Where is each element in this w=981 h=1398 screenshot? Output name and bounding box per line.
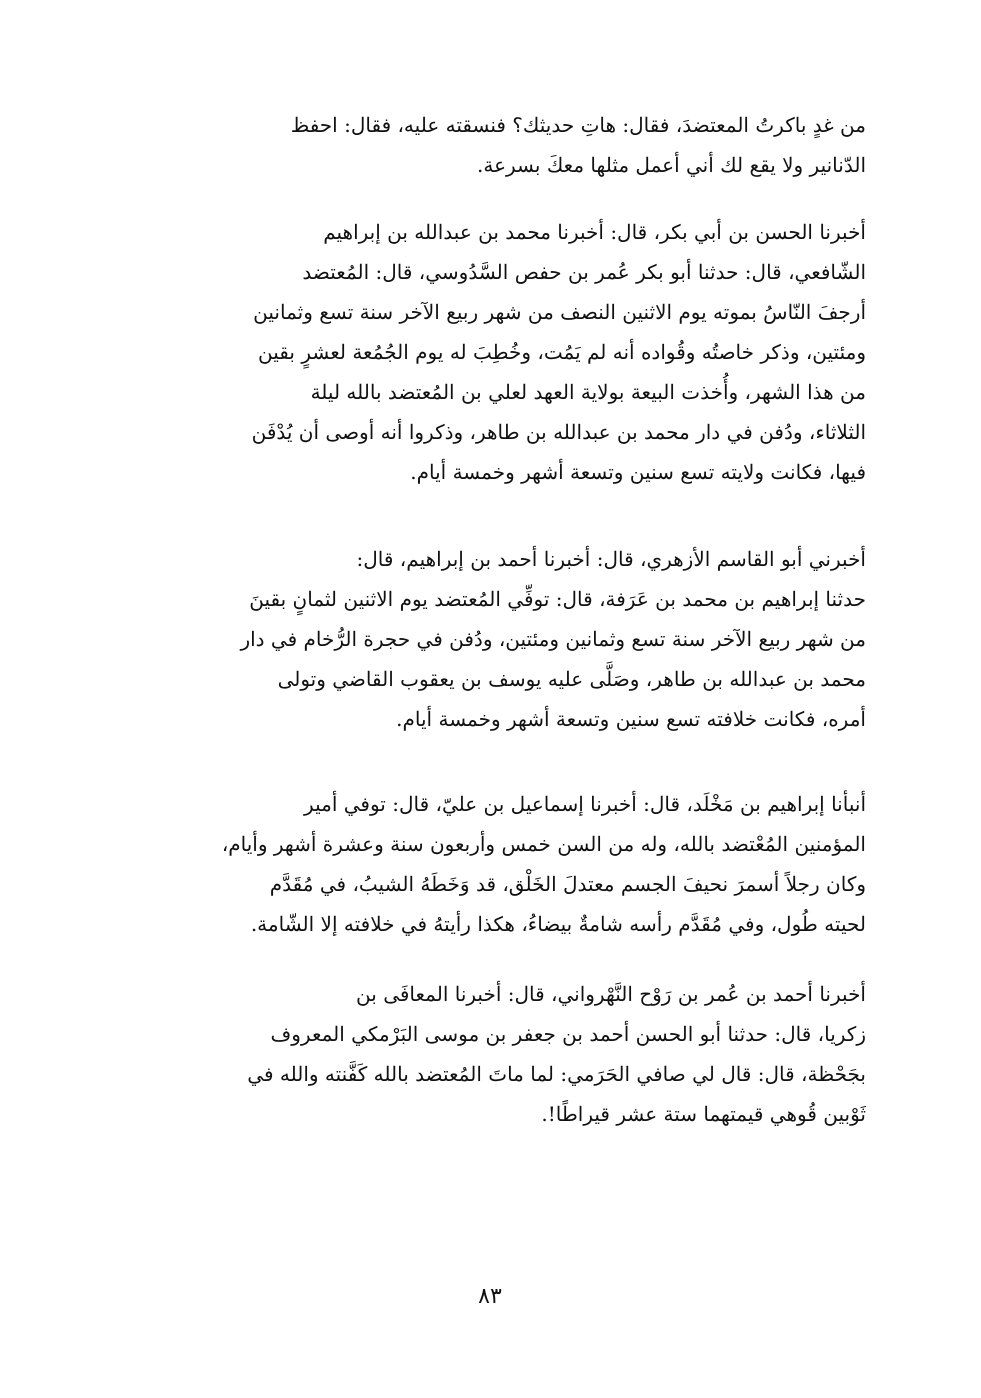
text-line: الثلاثاء، ودُفن في دار محمد بن عبدالله بن طاهر، وذكروا أنه أوصى أن يُدْفَن bbox=[251, 420, 866, 444]
paragraph-2 bbox=[130, 212, 866, 492]
paragraph-3 bbox=[130, 539, 866, 739]
text-line: بجَحْظة، قال: قال لي صافي الحَرَمي: لما ماتَ المُعتضد بالله كَفَّنته والله في bbox=[247, 1062, 866, 1086]
text-line: من هذا الشهر، وأُخذت البيعة بولاية العهد لعلي بن المُعتضد بالله ليلة bbox=[310, 380, 866, 404]
text-line: المؤمنين المُعْتضد بالله، وله من السن خمس وأربعون سنة وعشرة أشهر وأيام، bbox=[221, 832, 866, 856]
text-line: أخبرني أبو القاسم الأزهري، قال: أخبرنا أحمد بن إبراهيم، قال: bbox=[356, 547, 866, 571]
text-line: حدثنا إبراهيم بن محمد بن عَرَفة، قال: توفِّي المُعتضد يوم الاثنين لثمانٍ بقينَ bbox=[249, 587, 866, 611]
text-line: الدّنانير ولا يقع لك أني أعمل مثلها معكَ بسرعة. bbox=[477, 153, 866, 177]
paragraph-5 bbox=[130, 974, 866, 1134]
text-line: من غدٍ باكرتُ المعتضدَ، فقال: هاتِ حديثك؟ فنسقته عليه، فقال: احفظ bbox=[290, 113, 866, 137]
text-line: ومئتين، وذكر خاصتُه وقُواده أنه لم يَمُت، وخُطِبَ له يوم الجُمُعة لعشرٍ بقين bbox=[258, 340, 866, 364]
text-line: فيها، فكانت ولايته تسع سنين وتسعة أشهر وخمسة أيام. bbox=[410, 460, 866, 484]
page-number: ٨٣ bbox=[478, 1284, 502, 1309]
text-line: أرجفَ النّاسُ بموته يوم الاثنين النصف من شهر ربيع الآخر سنة تسع وثمانين bbox=[253, 300, 866, 324]
text-line: أخبرنا الحسن بن أبي بكر، قال: أخبرنا محمد بن عبدالله بن إبراهيم bbox=[323, 220, 866, 244]
text-line: أمره، فكانت خلافته تسع سنين وتسعة أشهر وخمسة أيام. bbox=[396, 707, 866, 731]
paragraph-1 bbox=[130, 105, 866, 185]
text-line: ثَوْبين قُوهي قيمتهما ستة عشر قيراطًا!. bbox=[541, 1102, 866, 1126]
text-line: أخبرنا أحمد بن عُمر بن رَوْح النَّهْرواني، قال: أخبرنا المعافَى بن bbox=[356, 982, 866, 1006]
text-line: لحيته طُول، وفي مُقَدَّم رأسه شامةٌ بيضاءُ، هكذا رأيتهُ في خلافته إلا الشّامة. bbox=[250, 912, 866, 936]
paragraph-4 bbox=[130, 784, 866, 944]
text-line: الشّافعي، قال: حدثنا أبو بكر عُمر بن حفص السَّدُوسي، قال: المُعتضد bbox=[302, 260, 866, 284]
text-line: محمد بن عبدالله بن طاهر، وصَلَّى عليه يوسف بن يعقوب القاضي وتولى bbox=[277, 667, 866, 691]
text-line: وكان رجلاً أسمرَ نحيفَ الجسم معتدلَ الخَلْق، قد وَخَطَهُ الشيبُ، في مُقَدَّم bbox=[269, 872, 866, 896]
text-line: زكريا، قال: حدثنا أبو الحسن أحمد بن جعفر بن موسى البَرْمكي المعروف bbox=[270, 1022, 866, 1046]
text-line: أنبأنا إبراهيم بن مَخْلَد، قال: أخبرنا إسماعيل بن عليّ، قال: توفي أمير bbox=[304, 792, 866, 816]
text-line: من شهر ربيع الآخر سنة تسع وثمانين ومئتين، ودُفن في حجرة الرُّخام في دار bbox=[240, 627, 866, 651]
